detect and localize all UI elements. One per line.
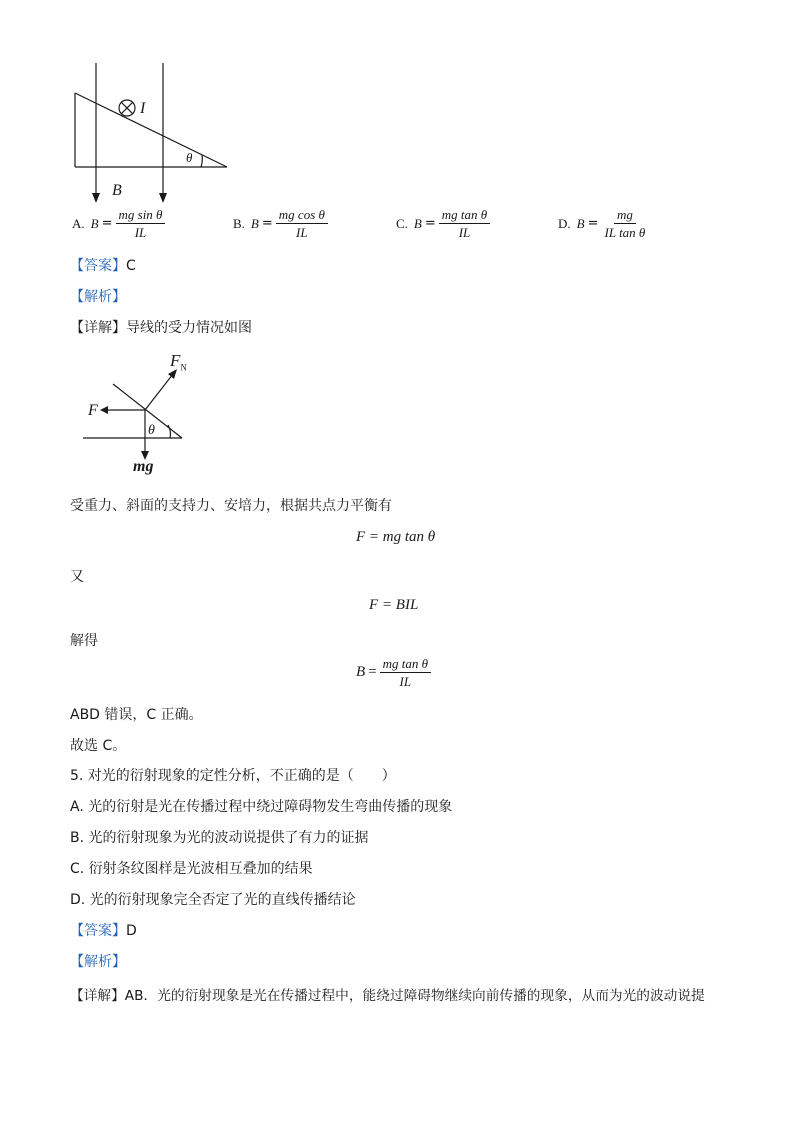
current-label: I (140, 100, 146, 117)
equation-1: F = mg tan θ (356, 529, 436, 545)
q5-option-b: B. 光的衍射现象为光的波动说提供了有力的证据 (70, 830, 369, 846)
choice-text: 故选 C。 (70, 738, 127, 754)
q5-option-c: C. 衍射条纹图样是光波相互叠加的结果 (70, 861, 313, 877)
field-label: B (112, 182, 122, 199)
q4-answer: 【答案】C (70, 258, 136, 274)
option-c: C. B = $\frac{\text{mg tan θ}}{IL}$ (396, 207, 490, 240)
q4-analysis-tag: 【解析】 (70, 289, 126, 305)
angle-label: θ (186, 150, 193, 165)
q5-detail: 【详解】AB．光的衍射现象是光在传播过程中，能绕过障碍物继续向前传播的现象，从而为光的波动说提 (70, 988, 705, 1004)
also-text: 又 (70, 569, 84, 585)
q5-analysis-tag: 【解析】 (70, 954, 126, 970)
q5-option-d: D. 光的衍射现象完全否定了光的直线传播结论 (70, 892, 356, 908)
equation-2: F = BIL (369, 597, 419, 613)
q5-answer: 【答案】D (70, 923, 137, 939)
solve-text: 解得 (70, 633, 98, 649)
fig2-angle-label: θ (148, 423, 155, 438)
q4-detail: 【详解】导线的受力情况如图 (70, 320, 252, 336)
gravity-label: mg (133, 458, 154, 475)
force-text: 受重力、斜面的支持力、安培力，根据共点力平衡有 (70, 498, 392, 514)
equation-3: B = $\frac{\text{mg tan θ}}{IL}$ (356, 656, 431, 689)
normal-force-label: $F_N$ (170, 351, 187, 373)
ampere-force-label: F (88, 402, 98, 419)
conclusion-text: ABD 错误，C 正确。 (70, 707, 203, 723)
option-d: D. B = $\frac{mg}{\text{IL tan θ}}$ (558, 207, 646, 240)
incline-figure (60, 55, 250, 205)
option-a: A. B = $\frac{\text{mg sin θ}}{IL}$ (72, 207, 165, 240)
q5-option-a: A. 光的衍射是光在传播过程中绕过障碍物发生弯曲传播的现象 (70, 799, 453, 815)
option-b: B. B = $\frac{\text{mg cos θ}}{IL}$ (233, 207, 328, 240)
q5-stem: 5. 对光的衍射现象的定性分析，不正确的是（ ） (70, 768, 396, 784)
